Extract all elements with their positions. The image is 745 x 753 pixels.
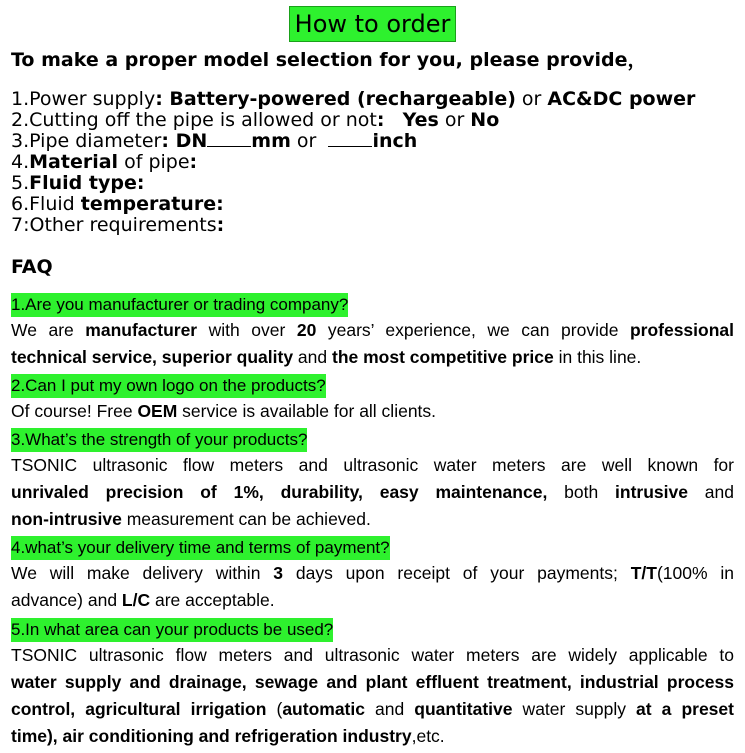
list-item-fluid-temperature <box>11 194 695 215</box>
item-text <box>384 109 402 131</box>
answer-text: and <box>293 347 332 367</box>
item-bold: : <box>189 151 198 173</box>
item-text: or <box>438 109 471 131</box>
answer-line <box>11 344 734 371</box>
faq-item-3 <box>11 428 734 533</box>
item-bold: : Battery-powered (rechargeable) <box>155 88 516 110</box>
item-text: 5. <box>11 172 30 194</box>
list-item-pipe-diameter <box>11 131 695 152</box>
item-bold: inch <box>372 130 418 152</box>
faq-item-4 <box>11 536 734 614</box>
answer-text: We are <box>11 320 86 340</box>
answer-bold: non-intrusive <box>11 509 122 529</box>
answer-text: days upon receipt of your payments; <box>283 563 631 583</box>
faq-answer <box>11 560 734 614</box>
faq-answer <box>11 398 734 425</box>
answer-text: ,etc. <box>411 726 445 746</box>
answer-text: and <box>364 699 415 719</box>
answer-text: advance) and <box>11 590 122 610</box>
answer-bold: intrusive <box>615 482 688 502</box>
list-item-other <box>11 215 695 236</box>
list-item-power-supply <box>11 89 695 110</box>
blank-line <box>207 132 251 147</box>
answer-bold: L/C <box>121 590 151 610</box>
list-item-cutting-pipe <box>11 110 695 131</box>
answer-line <box>11 669 734 696</box>
answer-text: both <box>547 482 616 502</box>
item-text: or <box>515 88 548 110</box>
answer-line <box>11 317 734 344</box>
intro-text: To make a proper model selection for you, please provide， <box>11 49 647 71</box>
faq-answer <box>11 317 734 371</box>
faq-question: 4.what’s your delivery time and terms of payment? <box>11 536 390 560</box>
page-title: How to order <box>289 6 457 42</box>
answer-text: TSONIC ultrasonic flow meters and ultrasonic water meters are widely applicable to <box>11 645 734 665</box>
answer-text: We will make delivery within <box>11 563 274 583</box>
item-bold: No <box>470 109 500 131</box>
item-text: 6.Fluid <box>11 193 81 215</box>
faq-question: 5.In what area can your products be used? <box>11 618 333 642</box>
answer-text: years’ experience, we can provide <box>316 320 630 340</box>
answer-text: with over <box>197 320 297 340</box>
item-bold: : DN <box>161 130 208 152</box>
faq-answer <box>11 642 734 750</box>
answer-bold: control, agricultural irrigation <box>11 699 267 719</box>
answer-bold: manufacturer <box>85 320 198 340</box>
item-bold: mm <box>251 130 291 152</box>
faq-answer <box>11 452 734 533</box>
item-bold: Yes <box>402 109 439 131</box>
item-text: 7:Other requirements <box>11 214 217 236</box>
answer-text: measurement can be achieved. <box>121 509 371 529</box>
item-bold: AC&DC power <box>547 88 696 110</box>
order-requirements-list <box>11 89 695 236</box>
list-item-fluid-type <box>11 173 695 194</box>
faq-item-2 <box>11 374 734 425</box>
answer-line <box>11 696 734 723</box>
answer-text: TSONIC ultrasonic flow meters and ultrasonic water meters are well known for <box>11 455 734 475</box>
answer-bold: automatic <box>282 699 365 719</box>
answer-bold: OEM <box>137 401 178 421</box>
answer-text: ( <box>266 699 283 719</box>
answer-bold: unrivaled precision of 1%, durability, easy maintenance, <box>11 482 548 502</box>
answer-text: water supply <box>512 699 637 719</box>
answer-bold: professional <box>629 320 735 340</box>
answer-bold: quantitative <box>414 699 513 719</box>
answer-line <box>11 452 734 479</box>
faq-item-1 <box>11 293 734 371</box>
item-bold: Material <box>29 151 119 173</box>
answer-line <box>11 723 734 750</box>
answer-bold: 3 <box>273 563 284 583</box>
answer-text: (100% in <box>656 563 735 583</box>
item-text: 3.Pipe diameter <box>11 130 162 152</box>
answer-line <box>11 560 734 587</box>
answer-bold: the most competitive price <box>332 347 554 367</box>
answer-bold: at a preset <box>636 699 734 719</box>
blank-line <box>328 132 372 147</box>
faq-item-5 <box>11 618 734 750</box>
title-bar <box>0 6 745 42</box>
answer-text: Of course! Free <box>11 401 138 421</box>
answer-text: in this line. <box>553 347 642 367</box>
answer-bold: water supply and drainage, sewage and plant effluent treatment, industrial process <box>11 672 734 692</box>
answer-line <box>11 642 734 669</box>
answer-text: are acceptable. <box>150 590 275 610</box>
answer-line <box>11 398 734 425</box>
item-text: 4. <box>11 151 30 173</box>
item-text: 2.Cutting off the pipe is allowed or not <box>11 109 377 131</box>
faq-question: 2.Can I put my own logo on the products? <box>11 374 326 398</box>
answer-line <box>11 506 734 533</box>
answer-text: and <box>687 482 735 502</box>
answer-bold: technical service, superior quality <box>11 347 294 367</box>
item-text: or <box>290 130 329 152</box>
answer-text: service is available for all clients. <box>177 401 437 421</box>
answer-bold: 20 <box>296 320 317 340</box>
answer-line <box>11 587 734 614</box>
answer-bold: T/T <box>630 563 657 583</box>
item-text: of pipe <box>118 151 190 173</box>
faq-question: 3.What’s the strength of your products? <box>11 428 307 452</box>
item-bold: : <box>216 214 225 236</box>
list-item-material <box>11 152 695 173</box>
item-bold: : <box>376 109 385 131</box>
item-bold: temperature: <box>80 193 224 215</box>
faq-question: 1.Are you manufacturer or trading company? <box>11 293 348 317</box>
item-bold: Fluid type: <box>29 172 145 194</box>
answer-bold: time), air conditioning and refrigeration industry <box>11 726 412 746</box>
answer-line <box>11 479 734 506</box>
faq-heading: FAQ <box>11 256 53 278</box>
item-text: 1.Power supply <box>11 88 156 110</box>
